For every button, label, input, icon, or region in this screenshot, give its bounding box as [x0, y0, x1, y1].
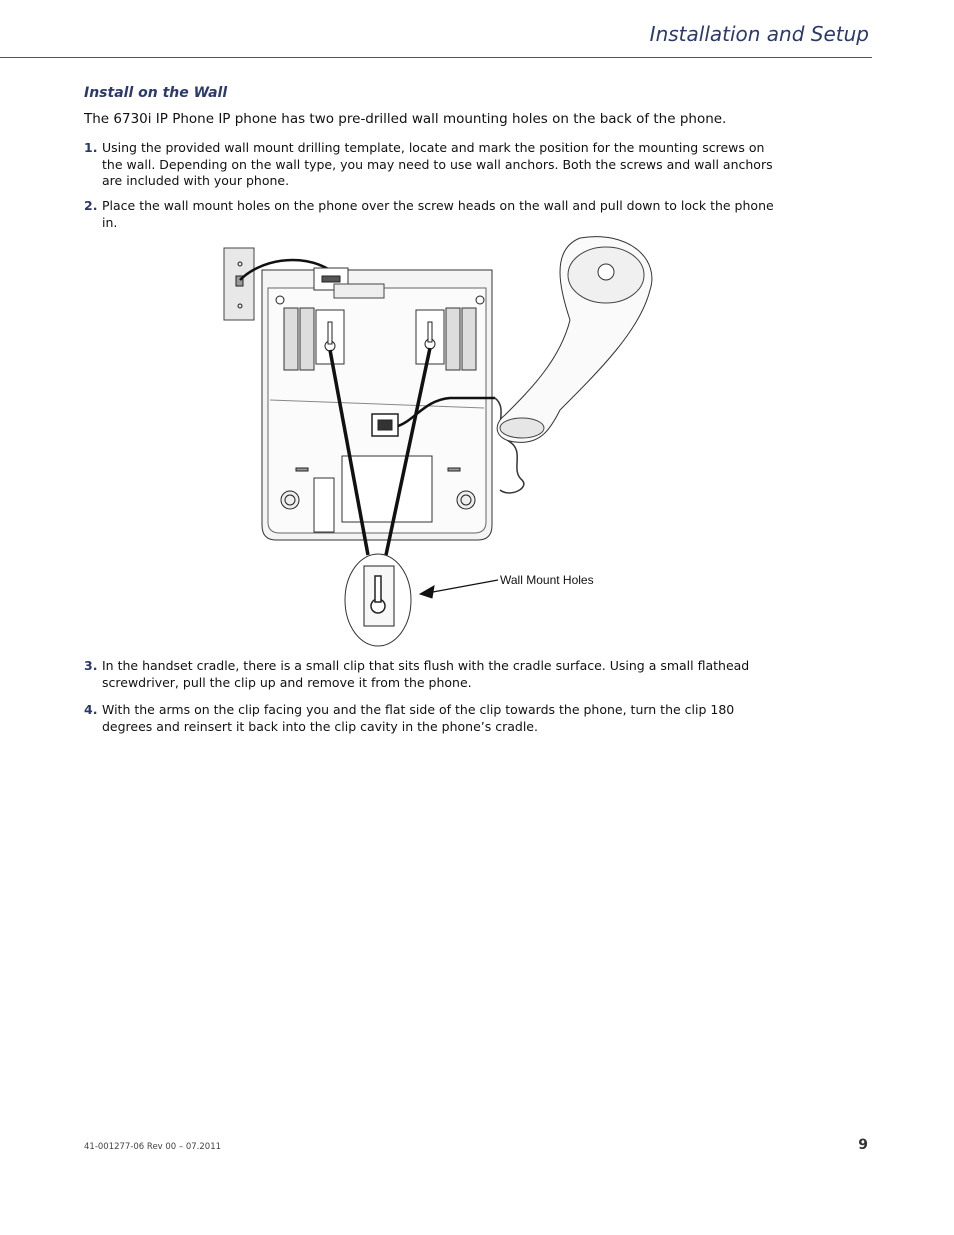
wall-jack	[224, 248, 254, 320]
wall-mount-illustration	[210, 230, 670, 650]
step-text: With the arms on the clip facing you and the flat side of the clip towards the phone, turn the clip 180 degrees and reinsert it back into the clip cavity in the phone’s cradle.	[102, 702, 735, 734]
step-number: 2.	[84, 198, 98, 213]
step-number: 3.	[84, 658, 98, 673]
step-text: Using the provided wall mount drilling template, locate and mark the position for the mounting screws on the wall. Depending on the wall type, you may need to use wall anchors. Both the screws and wall anchors are included with your phone.	[102, 140, 773, 188]
step-text: In the handset cradle, there is a small clip that sits flush with the cradle surface. Using a small flathead screwdriver, pull the clip up and remove it from the phone.	[102, 658, 750, 690]
handset	[497, 237, 652, 443]
keyhole-detail	[345, 554, 411, 646]
step-text: Place the wall mount holes on the phone over the screw heads on the wall and pull down to lock the phone in.	[102, 198, 774, 230]
page-number: 9	[858, 1137, 868, 1153]
header-rule	[0, 57, 872, 58]
callout-label: Wall Mount Holes	[500, 573, 594, 587]
section-title: Install on the Wall	[84, 85, 228, 101]
document-code: 41-001277-06 Rev 00 – 07.2011	[84, 1142, 222, 1152]
intro-paragraph: The 6730i IP Phone IP phone has two pre-drilled wall mounting holes on the back of the phone.	[84, 111, 727, 127]
step-number: 1.	[84, 140, 98, 155]
phone-base	[262, 268, 495, 540]
header-title: Installation and Setup	[649, 22, 869, 46]
step-number: 4.	[84, 702, 98, 717]
